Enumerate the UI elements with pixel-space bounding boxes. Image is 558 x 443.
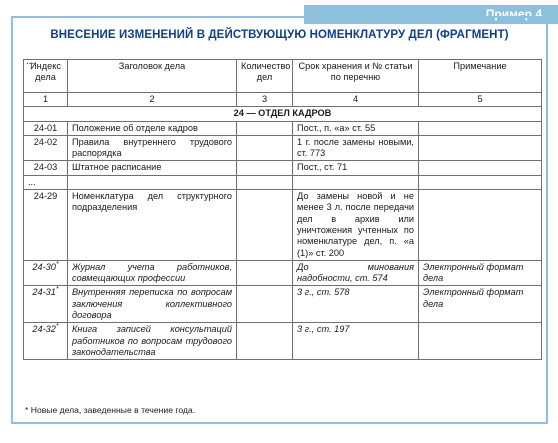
row-note (419, 135, 542, 161)
row-index: 24-03 (24, 161, 68, 175)
row-index: 24-30* (24, 260, 68, 286)
row-term: 1 г. после замены новыми, ст. 773 (293, 135, 419, 161)
column-number: 3 (237, 93, 293, 107)
column-number: 4 (293, 93, 419, 107)
nomenclature-table (23, 59, 542, 360)
section-row (24, 107, 542, 121)
row-term: 3 г., ст. 197 (293, 323, 419, 360)
empty-cell (68, 175, 237, 189)
table-row (24, 161, 542, 175)
ellipsis-row (24, 175, 542, 189)
row-heading: Книга записей консультаций работников по вопросам трудового законодательства (68, 323, 237, 360)
column-number: 1 (24, 93, 68, 107)
header-note: Примечание (419, 60, 542, 93)
ellipsis-cell: ... (24, 175, 68, 189)
ellipsis-top: ... (26, 56, 35, 67)
header-index: Индекс дела (24, 60, 68, 93)
row-term: 3 г., ст. 578 (293, 286, 419, 323)
row-count (237, 190, 293, 261)
row-heading: Номенклатура дел структурного подразделения (68, 190, 237, 261)
row-index: 24-01 (24, 121, 68, 135)
table-row (24, 260, 542, 286)
empty-cell (419, 175, 542, 189)
row-heading: Журнал учета работников, совмещающих профессии (68, 260, 237, 286)
row-note: Электронный формат дела (419, 260, 542, 286)
row-term: Пост., п. «а» ст. 55 (293, 121, 419, 135)
header-count: Количество дел (237, 60, 293, 93)
row-heading: Правила внутреннего трудового распорядка (68, 135, 237, 161)
header-heading: Заголовок дела (68, 60, 237, 93)
row-note (419, 161, 542, 175)
row-note: Электронный формат дела (419, 286, 542, 323)
row-term: До минования надобности, ст. 574 (293, 260, 419, 286)
row-heading: Штатное расписание (68, 161, 237, 175)
row-count (237, 161, 293, 175)
table-row (24, 323, 542, 360)
column-number: 5 (419, 93, 542, 107)
row-note (419, 323, 542, 360)
row-term: До замены новой и не менее 3 л. после передачи дел в архив или уничтожения учтенных по номенклатуре дел, п. «а (1)» ст. 200 (293, 190, 419, 261)
row-note (419, 121, 542, 135)
row-note (419, 190, 542, 261)
column-number: 2 (68, 93, 237, 107)
row-index: 24-32* (24, 323, 68, 360)
row-term: Пост., ст. 71 (293, 161, 419, 175)
table-row (24, 286, 542, 323)
column-number-row (24, 93, 542, 107)
row-heading: Внутренняя переписка по вопросам заключения коллективного договора (68, 286, 237, 323)
example-badge: Пример 4 (304, 5, 558, 24)
table-header-row (24, 60, 542, 93)
row-count (237, 121, 293, 135)
row-heading: Положение об отделе кадров (68, 121, 237, 135)
row-count (237, 135, 293, 161)
empty-cell (237, 175, 293, 189)
footnote: * Новые дела, заведенные в течение года. (25, 405, 196, 415)
empty-cell (293, 175, 419, 189)
row-index: 24-29 (24, 190, 68, 261)
row-index: 24-02 (24, 135, 68, 161)
header-term: Срок хранения и № статьи по перечню (293, 60, 419, 93)
document-title: ВНЕСЕНИЕ ИЗМЕНЕНИЙ В ДЕЙСТВУЮЩУЮ НОМЕНКЛАТУРУ ДЕЛ (ФРАГМЕНТ) (50, 29, 509, 41)
row-index: 24-31* (24, 286, 68, 323)
table-row (24, 135, 542, 161)
row-count (237, 286, 293, 323)
table-row (24, 121, 542, 135)
row-count (237, 323, 293, 360)
row-count (237, 260, 293, 286)
table-row (24, 190, 542, 261)
section-title: 24 — ОТДЕЛ КАДРОВ (24, 107, 542, 121)
